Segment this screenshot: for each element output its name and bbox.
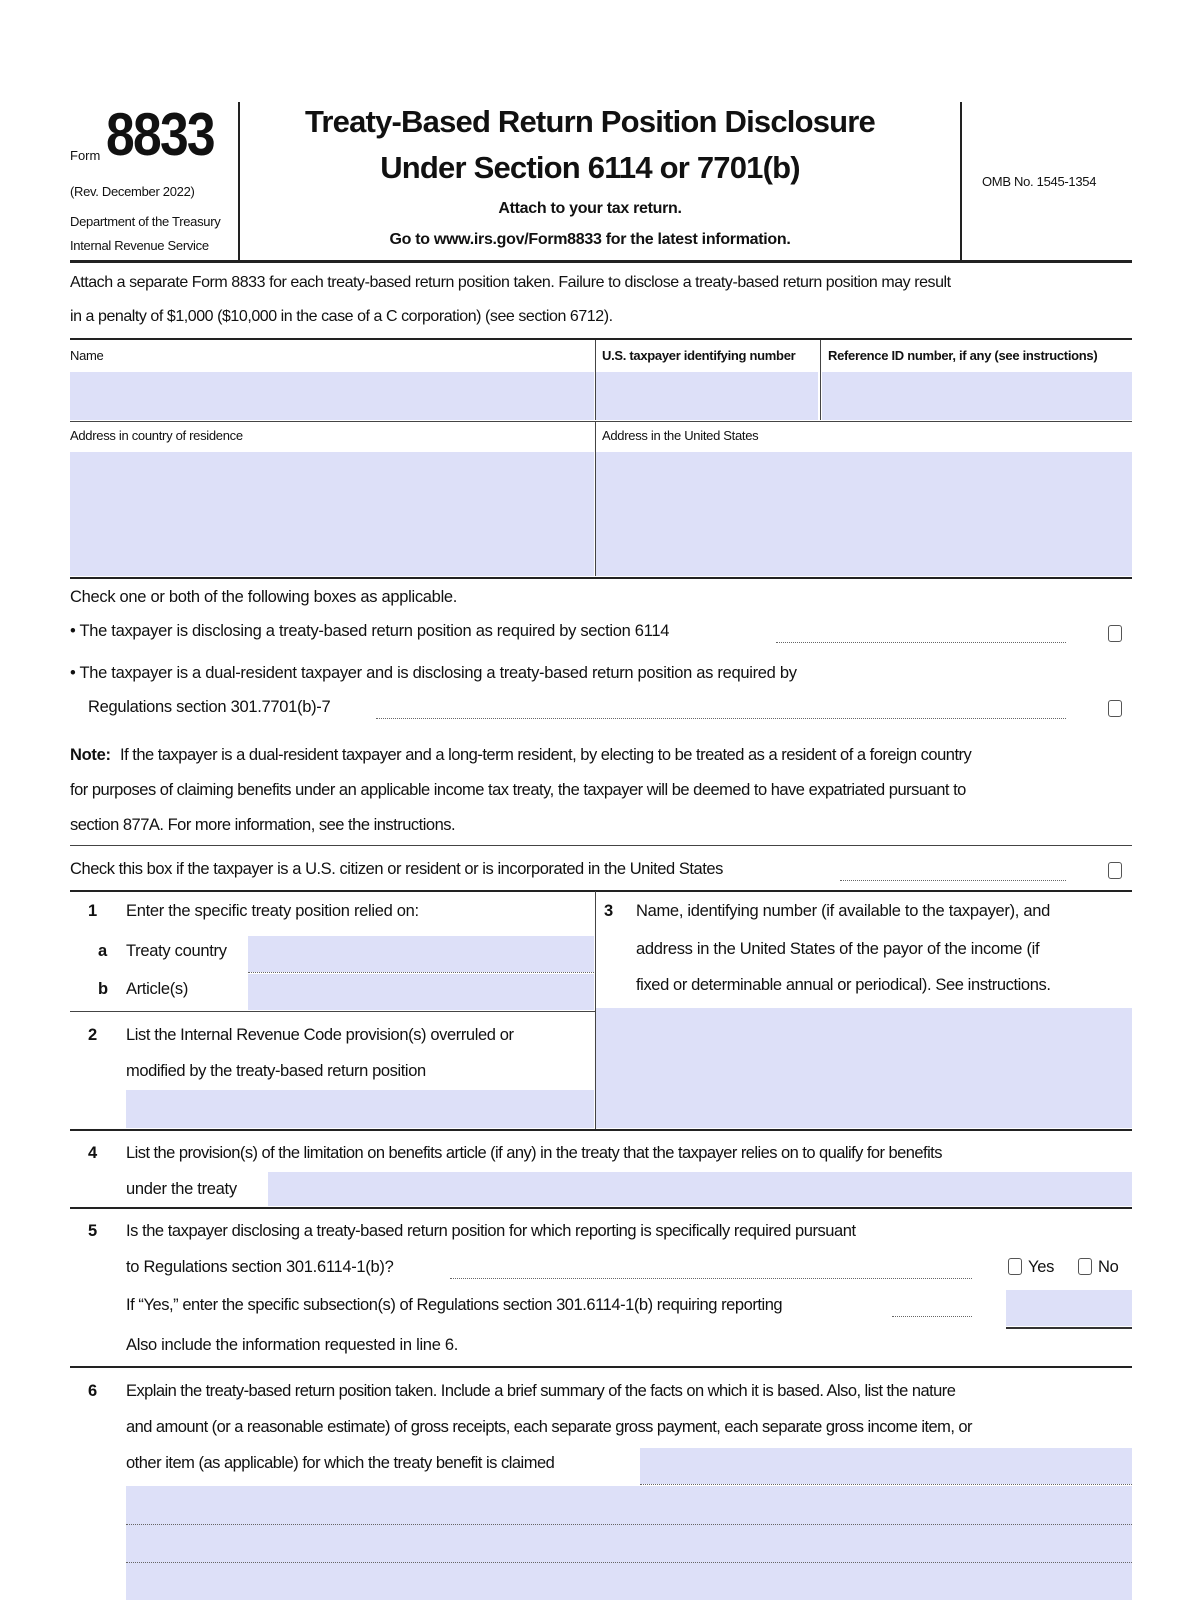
address-residence-label: Address in country of residence [70, 428, 243, 443]
name-label: Name [70, 348, 104, 363]
attach-instruction: Attach to your tax return. [498, 200, 682, 217]
line-3-text-3: fixed or determinable annual or periodical). See instructions. [636, 976, 1051, 994]
form-number: 8833 [106, 101, 214, 168]
treaty-country-field[interactable] [248, 936, 594, 972]
line-3-text-1: Name, identifying number (if available to the taxpayer), and [636, 902, 1050, 920]
line-1-number: 1 [88, 902, 98, 920]
line-2-text-2: modified by the treaty-based return position [126, 1062, 426, 1080]
omb-number: OMB No. 1545-1354 [982, 174, 1097, 189]
line-1b-letter: b [98, 980, 109, 998]
line-6-text-2: and amount (or a reasonable estimate) of gross receipts, each separate gross payment, each separate gross income item, or [126, 1418, 973, 1436]
note-label: Note: [70, 746, 111, 764]
address-us-label: Address in the United States [602, 428, 759, 443]
line-2-text-1: List the Internal Revenue Code provision(s) overruled or [126, 1026, 514, 1044]
line-5-yes-box[interactable] [1008, 1258, 1022, 1275]
tin-field[interactable] [596, 372, 818, 420]
line-1b-text: Article(s) [126, 980, 189, 998]
website-instruction: Go to www.irs.gov/Form8833 for the latest information. [389, 231, 791, 248]
line-2-number: 2 [88, 1026, 98, 1044]
irc-provisions-field[interactable] [126, 1090, 594, 1128]
note-line1: If the taxpayer is a dual-resident taxpayer and a long-term resident, by electing to be treated as a resident of a foreign country [120, 746, 972, 764]
ref-id-label: Reference ID number, if any (see instructions) [828, 348, 1098, 363]
line-4-text-1: List the provision(s) of the limitation on benefits article (if any) in the treaty that the taxpayer relies on to qualify for benefits [126, 1144, 942, 1162]
line-1a-text: Treaty country [126, 942, 227, 960]
address-us-field[interactable] [596, 452, 1132, 576]
form-label: Form [70, 148, 101, 163]
line-4-text-2: under the treaty [126, 1180, 237, 1198]
subsection-field[interactable] [1006, 1290, 1132, 1326]
address-residence-field[interactable] [70, 452, 594, 576]
line-1a-letter: a [98, 942, 108, 960]
check-dual-resident-text-2: Regulations section 301.7701(b)-7 [88, 698, 331, 716]
line-3-number: 3 [604, 902, 614, 920]
line-5-text-2: to Regulations section 301.6114-1(b)? [126, 1258, 394, 1276]
line-5-yes-label: Yes [1028, 1258, 1055, 1276]
line-5-text-4: Also include the information requested in line 6. [126, 1336, 459, 1354]
line-5-text-3: If “Yes,” enter the specific subsection(s) of Regulations section 301.6114-1(b) requiring reporting [126, 1296, 783, 1314]
name-field[interactable] [70, 372, 594, 420]
intro-line2: in a penalty of $1,000 ($10,000 in the case of a C corporation) (see section 6712). [70, 308, 613, 325]
note-line2: for purposes of claiming benefits under an applicable income tax treaty, the taxpayer will be deemed to have expatriated pursuant to [70, 781, 966, 799]
ref-id-field[interactable] [822, 372, 1132, 420]
note-line3: section 877A. For more information, see the instructions. [70, 816, 456, 834]
explanation-field-area[interactable] [126, 1486, 1132, 1600]
intro-line1: Attach a separate Form 8833 for each treaty-based return position taken. Failure to disclose a treaty-based return position may result [70, 274, 951, 291]
line-5-number: 5 [88, 1222, 98, 1240]
form-title-line2: Under Section 6114 or 7701(b) [380, 150, 800, 185]
line-4-number: 4 [88, 1144, 98, 1162]
line-5-no-label: No [1098, 1258, 1119, 1276]
line-6-number: 6 [88, 1382, 98, 1400]
department: Department of the Treasury [70, 214, 221, 229]
explanation-field-line1[interactable] [640, 1448, 1132, 1484]
check-heading: Check one or both of the following boxes as applicable. [70, 588, 458, 606]
line-6-text-3: other item (as applicable) for which the treaty benefit is claimed [126, 1454, 555, 1472]
check-dual-resident-text-1: • The taxpayer is a dual-resident taxpayer and is disclosing a treaty-based return position as required by [70, 664, 797, 682]
tin-label: U.S. taxpayer identifying number [602, 348, 796, 363]
articles-field[interactable] [248, 974, 594, 1010]
line-6-text-1: Explain the treaty-based return position taken. Include a brief summary of the facts on which it is based. Also, list the nature [126, 1382, 956, 1400]
line-1-text: Enter the specific treaty position relied on: [126, 902, 419, 920]
check-dual-resident-box[interactable] [1108, 700, 1122, 717]
check-6114-box[interactable] [1108, 625, 1122, 642]
us-person-box[interactable] [1108, 862, 1122, 879]
revision-date: (Rev. December 2022) [70, 184, 195, 199]
line-5-text-1: Is the taxpayer disclosing a treaty-based return position for which reporting is specifically required pursuant [126, 1222, 856, 1240]
us-person-text: Check this box if the taxpayer is a U.S. citizen or resident or is incorporated in the United States [70, 860, 723, 878]
check-6114-text: • The taxpayer is disclosing a treaty-based return position as required by section 6114 [70, 622, 670, 640]
form-title-line1: Treaty-Based Return Position Disclosure [304, 104, 876, 139]
lob-provisions-field[interactable] [268, 1172, 1132, 1206]
agency: Internal Revenue Service [70, 238, 209, 253]
line-3-text-2: address in the United States of the payor of the income (if [636, 940, 1040, 958]
payor-info-field[interactable] [596, 1008, 1132, 1128]
line-5-no-box[interactable] [1078, 1258, 1092, 1275]
